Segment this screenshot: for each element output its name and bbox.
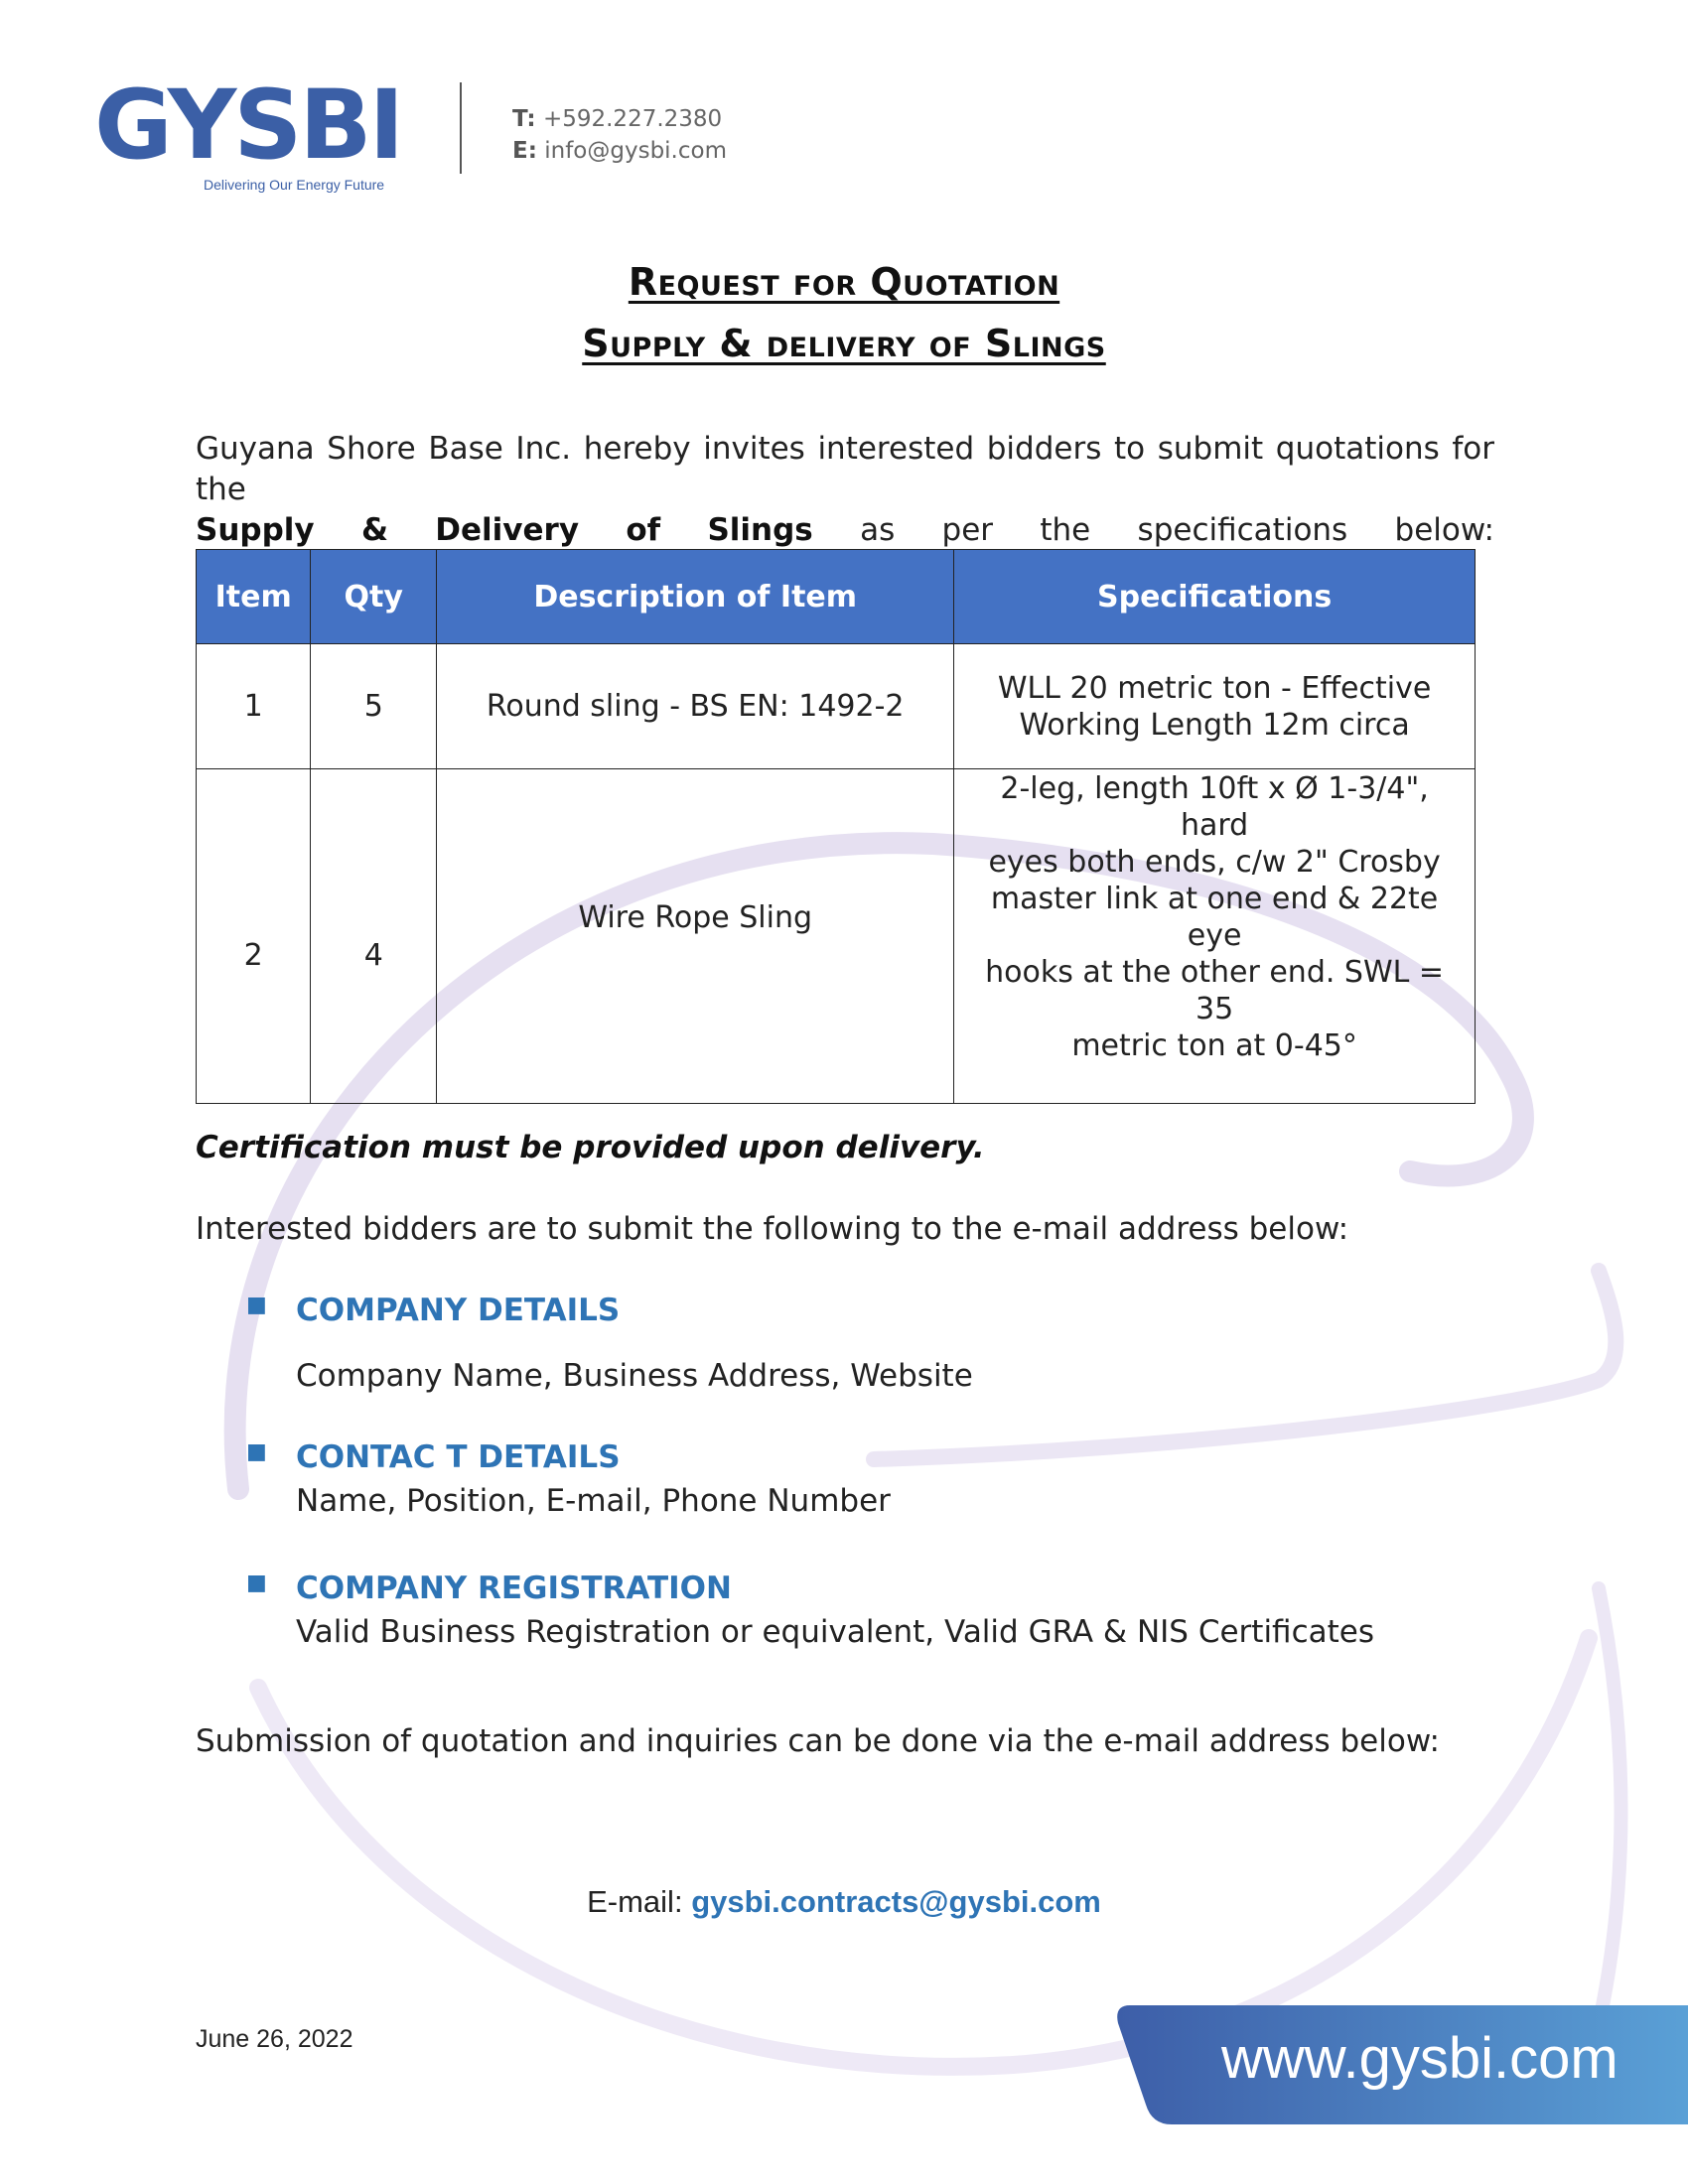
header-divider: [460, 82, 462, 174]
header-item: Item: [197, 550, 311, 644]
document-subtitle: [0, 322, 1688, 365]
header-description: Description of Item: [437, 550, 954, 644]
table-header-row: [197, 550, 1476, 644]
intro-word: below:: [1394, 512, 1494, 548]
cell-item: 2: [197, 769, 311, 1104]
items-table: [196, 549, 1476, 1104]
intro-word: as: [860, 512, 896, 548]
bullet-icon: ■: [246, 1293, 267, 1317]
cell-specifications: [954, 769, 1476, 1104]
email-label: E:: [512, 138, 537, 164]
intro-line-2: [196, 510, 1494, 551]
title-text: Request for Quotation: [628, 260, 1060, 304]
header-specifications: Specifications: [954, 550, 1476, 644]
cell-specifications: [954, 644, 1476, 769]
contact-email-link[interactable]: gysbi.contracts@gysbi.com: [691, 1884, 1101, 1919]
intro-bold-word: Delivery: [435, 512, 580, 548]
intro-word: the: [1040, 512, 1091, 548]
intro-word: specifications: [1137, 512, 1348, 548]
logo-tagline: Delivering Our Energy Future: [204, 177, 385, 193]
intro-bold-word: &: [360, 512, 388, 548]
requirement-body: Name, Position, E-mail, Phone Number: [296, 1483, 891, 1519]
phone-line: [512, 103, 727, 135]
intro-line-1: Guyana Shore Base Inc. hereby invites interested bidders to submit quotations for the: [196, 431, 1494, 507]
spec-line: hooks at the other end. SWL = 35: [985, 955, 1445, 1026]
requirement-body: Valid Business Registration or equivalent, Valid GRA & NIS Certificates: [296, 1614, 1374, 1650]
certification-note: Certification must be provided upon delivery.: [196, 1130, 985, 1165]
website-banner: [1112, 2005, 1688, 2124]
spec-line: WLL 20 metric ton - Effective: [997, 670, 1432, 706]
subtitle-text: Supply & delivery of Slings: [582, 322, 1106, 365]
table-row: [197, 769, 1476, 1104]
submission-intro: Interested bidders are to submit the following to the e-mail address below:: [196, 1211, 1349, 1247]
spec-line: master link at one end & 22te eye: [990, 882, 1439, 953]
header-contact: [512, 103, 727, 167]
spec-line: 2-leg, length 10ft x Ø 1-3/4", hard: [1000, 771, 1429, 843]
cell-item: 1: [197, 644, 311, 769]
cell-qty: 5: [311, 644, 437, 769]
requirement-heading: COMPANY DETAILS: [296, 1293, 621, 1328]
header-qty: Qty: [311, 550, 437, 644]
document-title: [0, 260, 1688, 304]
intro-bold-word: Supply: [196, 512, 315, 548]
intro-word: per: [941, 512, 994, 548]
cell-description: Wire Rope Sling: [437, 769, 954, 1104]
website-link[interactable]: www.gysbi.com: [1221, 2026, 1618, 2091]
bullet-icon: ■: [246, 1570, 267, 1595]
contact-email-label: E-mail:: [587, 1884, 683, 1919]
email-line-header: [512, 135, 727, 167]
table-row: [197, 644, 1476, 769]
header-email: info@gysbi.com: [544, 138, 727, 164]
contact-email-line: [0, 1884, 1688, 1920]
cell-qty: 4: [311, 769, 437, 1104]
bullet-icon: ■: [246, 1439, 267, 1464]
spec-line: metric ton at 0-45°: [1071, 1028, 1357, 1063]
spec-line: Working Length 12m circa: [1019, 707, 1410, 743]
requirement-heading: CONTAC T DETAILS: [296, 1439, 621, 1475]
logo-wordmark: GYSBI: [94, 69, 402, 181]
intro-paragraph: [196, 429, 1494, 551]
cell-description: Round sling - BS EN: 1492-2: [437, 644, 954, 769]
requirement-body: Company Name, Business Address, Website: [296, 1358, 973, 1394]
spec-line: eyes both ends, c/w 2" Crosby: [988, 845, 1441, 880]
phone-number: +592.227.2380: [542, 106, 723, 132]
intro-bold-word: of: [626, 512, 661, 548]
document-date: June 26, 2022: [196, 2025, 353, 2053]
company-logo: [94, 69, 422, 197]
intro-bold-word: Slings: [707, 512, 813, 548]
requirement-heading: COMPANY REGISTRATION: [296, 1570, 732, 1606]
phone-label: T:: [512, 106, 536, 132]
closing-text: Submission of quotation and inquiries can be done via the e-mail address below:: [196, 1723, 1440, 1759]
